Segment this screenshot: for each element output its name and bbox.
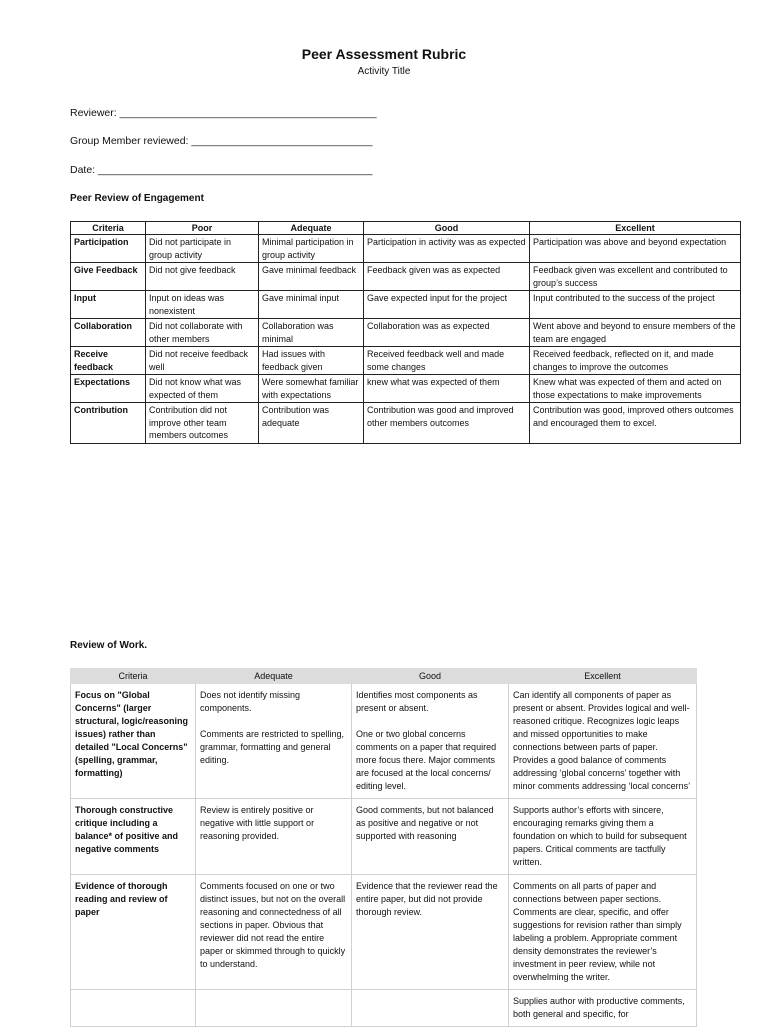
adequate-cell: Comments focused on one or two distinct issues, but not on the overall reasoning and connectedness of all sections in paper. Obvious that reviewer did not read the entire paper or skimmed through to quickly to understand. [196,875,352,990]
criteria-cell: Evidence of thorough reading and review of paper [71,875,196,990]
header-adequate: Adequate [259,222,364,235]
adequate-text: Comments are restricted to spelling, grammar, formatting and general editing. [200,729,345,765]
excellent-cell: Received feedback, reflected on it, and made changes to improve the outcomes [530,347,741,375]
excellent-cell: Supports author’s efforts with sincere, encouraging remarks giving them a foundation on which to build for subsequent papers. Critical comments are tactfully written. [509,799,697,875]
good-cell: knew what was expected of them [364,375,530,403]
work-header-row [71,669,697,684]
excellent-cell: Knew what was expected of them and acted on those expectations to make improvements [530,375,741,403]
good-cell [352,990,509,1027]
good-cell: Good comments, but not balanced as positive and negative or not supported with reasoning [352,799,509,875]
table-row [71,684,697,799]
header-excellent: Excellent [530,222,741,235]
work-review-rubric-table [70,668,697,1027]
good-cell: Contribution was good and improved other members outcomes [364,403,530,444]
table-row [71,263,741,291]
poor-cell: Input on ideas was nonexistent [146,291,259,319]
header-good: Good [364,222,530,235]
good-cell: Gave expected input for the project [364,291,530,319]
excellent-cell: Can identify all components of paper as present or absent. Provides logical and well-reasoned critique. Recognizes logic leaps and missed opportunities to make connections between parts of paper. Provides a good balance of comments addressing ‘global concerns’ together with minor comments addressing ‘local concerns’ [509,684,697,799]
adequate-cell: Had issues with feedback given [259,347,364,375]
adequate-cell [196,990,352,1027]
good-text: Identifies most components as present or absent. [356,690,478,713]
good-cell [352,684,509,799]
reviewer-field: Reviewer: ____________________________________________ [70,107,377,119]
header-excellent: Excellent [509,669,697,684]
table-row [71,235,741,263]
table-row [71,403,741,444]
adequate-cell: Collaboration was minimal [259,319,364,347]
excellent-cell: Contribution was good, improved others outcomes and encouraged them to excel. [530,403,741,444]
criteria-cell: Focus on "Global Concerns" (larger structural, logic/reasoning issues) rather than detailed "Local Concerns" (spelling, grammar, formatting) [71,684,196,799]
poor-cell: Did not receive feedback well [146,347,259,375]
good-cell: Participation in activity was as expected [364,235,530,263]
date-field: Date: _______________________________________________ [70,164,373,176]
header-poor: Poor [146,222,259,235]
adequate-cell [196,684,352,799]
engagement-heading: Peer Review of Engagement [70,193,204,204]
criteria-cell: Input [71,291,146,319]
criteria-cell: Expectations [71,375,146,403]
adequate-cell: Contribution was adequate [259,403,364,444]
work-review-heading: Review of Work. [70,640,148,651]
header-criteria: Criteria [71,222,146,235]
excellent-cell: Supplies author with productive comments, both general and specific, for [509,990,697,1027]
table-row [71,375,741,403]
criteria-cell: Collaboration [71,319,146,347]
excellent-cell: Feedback given was excellent and contributed to group’s success [530,263,741,291]
page-subtitle: Activity Title [357,66,411,77]
group-member-field: Group Member reviewed: _______________________________ [70,135,373,147]
excellent-cell: Input contributed to the success of the project [530,291,741,319]
header-criteria: Criteria [71,669,196,684]
excellent-cell: Comments on all parts of paper and connections between paper sections. Comments are clear, specific, and offer suggestions for revision rather than simply labeling a problem. Appropriate comment density demonstrates the reviewer’s investment in peer review, while not overwhelming the writer. [509,875,697,990]
good-cell: Evidence that the reviewer read the entire paper, but did not provide thorough review. [352,875,509,990]
excellent-cell: Participation was above and beyond expectation [530,235,741,263]
criteria-cell: Participation [71,235,146,263]
adequate-cell: Gave minimal input [259,291,364,319]
table-row [71,875,697,990]
good-text: One or two global concerns comments on a paper that required more focus there. Major comments are focused at the local concerns/ editing level. [356,729,497,791]
criteria-cell: Receive feedback [71,347,146,375]
poor-cell: Did not give feedback [146,263,259,291]
good-cell: Collaboration was as expected [364,319,530,347]
criteria-cell: Contribution [71,403,146,444]
adequate-cell: Minimal participation in group activity [259,235,364,263]
good-cell: Received feedback well and made some changes [364,347,530,375]
criteria-cell [71,990,196,1027]
header-good: Good [352,669,509,684]
adequate-cell: Review is entirely positive or negative with little support or reasoning provided. [196,799,352,875]
poor-cell: Did not participate in group activity [146,235,259,263]
criteria-cell: Thorough constructive critique including a balance* of positive and negative comments [71,799,196,875]
adequate-cell: Gave minimal feedback [259,263,364,291]
excellent-cell: Went above and beyond to ensure members of the team are engaged [530,319,741,347]
engagement-rubric-table [70,221,741,444]
poor-cell: Did not collaborate with other members [146,319,259,347]
poor-cell: Did not know what was expected of them [146,375,259,403]
engagement-header-row [71,222,741,235]
criteria-cell: Give Feedback [71,263,146,291]
table-row [71,799,697,875]
table-row [71,319,741,347]
page-title: Peer Assessment Rubric [301,46,467,62]
adequate-cell: Were somewhat familiar with expectations [259,375,364,403]
header-adequate: Adequate [196,669,352,684]
good-cell: Feedback given was as expected [364,263,530,291]
table-row [71,347,741,375]
poor-cell: Contribution did not improve other team members outcomes [146,403,259,444]
adequate-text: Does not identify missing components. [200,690,301,713]
table-row [71,291,741,319]
table-row [71,990,697,1027]
